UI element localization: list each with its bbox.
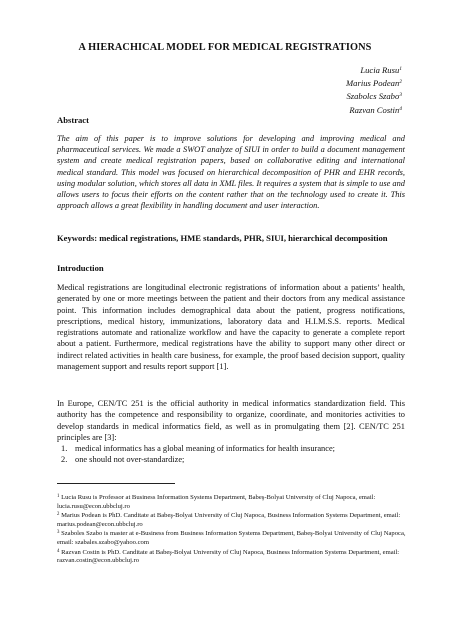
author (346, 103, 402, 116)
footnote-mark: 3 (57, 530, 60, 536)
footnote (57, 529, 413, 547)
list-number: 2. (61, 455, 68, 465)
introduction-paragraph: In Europe, CEN/TC 251 is the official authority in medical informatics standardization field. This authority has the competence and responsibility to organize, coordinate, and monitories activities to develop standards in medical informatics field, as well as in promulgating them [2]. CEN/TC 251 principles are [3]: (57, 399, 405, 442)
list-text: medical informatics has a global meaning of informatics for health insurance; (75, 444, 336, 453)
author-list (346, 63, 402, 116)
footnote (57, 493, 413, 511)
author (346, 89, 402, 102)
introduction-heading: Introduction (57, 263, 104, 273)
footnote-mark: 3 (399, 92, 402, 99)
principles-list (57, 443, 405, 466)
footnote-text: Razvan Costin is PhD. Canditate at Babeş-Bolyai University of Cluj Napoca, Business Information Systems Department, email: razvan.costin@econ.ubbcluj.ro (57, 548, 400, 565)
footnote-mark: 4 (399, 105, 402, 112)
author-name: Lucia Rusu (360, 65, 400, 75)
list-item (57, 454, 405, 465)
list-text: one should not over-standardize; (75, 455, 185, 465)
footnote-text: Lucia Rusu is Professor at Business Information Systems Department, Babeş-Bolyai University of Cluj Napoca, email: lucia.rusu@econ.ubbcluj.ro (57, 494, 376, 510)
footnote-text: Marius Podean is PhD. Canditate at Babeş-Bolyai University of Cluj Napoca, Business Information Systems Department, email: marius.podean@econ.ubbcluj.ro (57, 512, 401, 528)
author-name: Razvan Costin (349, 104, 400, 115)
footnote-divider (57, 483, 175, 484)
footnote-mark: 1 (399, 66, 402, 72)
footnote-mark: 4 (57, 548, 60, 554)
footnote-text: Szaboles Szabo is master at e-Business from Business Information Systems Department, Babeş-Bolyai University of Cluj Napoca, email: szabales.szabo@yahoo.com (57, 530, 406, 546)
author (346, 76, 402, 89)
footnote (57, 548, 413, 566)
footnote (57, 511, 413, 529)
author-name: Marius Podean (346, 78, 400, 89)
abstract-text: The aim of this paper is to improve solutions for developing and improving medical and pharmaceutical services. We made a SWOT analyze of SIUI in order to build a document management system and create medical registration papers, based on collaborative editing and international medical standard. This model was focused on hierarchical decomposition of PHR and EHR records, using modular solution, which stores all data in XML files. It requires a system that is simple to use and allows users to focus their efforts on the content rather that on the technology used to create it. This approach allows a great flexibility in handling document and user interaction. (57, 134, 405, 211)
keywords: Keywords: medical registrations, HME standards, PHR, SIUI, hierarchical decomposition (57, 233, 388, 243)
footnote-mark: 2 (57, 512, 60, 518)
introduction-paragraph: Medical registrations are longitudinal electronic registrations of information about a patients’ health, generated by one or more meetings between the patient and their doctors from any medical assistance point. This information includes demographical data about the patient, progress notifications, prescriptions, medical history, immunizations, laboratory data and H.I.M.S.S. reports. Medical registrations automate and rationalize workflow and have the capacity to generate a complete report about a patient. Furthermore, medical registrations have the ability to support many other direct or indirect related activities in health care business, for example, the proof based decision support, quality management support and results report support [1]. (57, 283, 405, 372)
list-item (57, 443, 405, 454)
list-number: 1. (61, 444, 68, 453)
footnote-mark: 1 (57, 494, 60, 499)
author-name: Szabolcs Szabo (346, 91, 400, 102)
footnotes (57, 493, 413, 566)
author (346, 63, 402, 76)
abstract-heading: Abstract (57, 115, 89, 125)
footnote-mark: 2 (399, 79, 402, 86)
paper-title: A HIERACHICAL MODEL FOR MEDICAL REGISTRATIONS (78, 42, 372, 53)
